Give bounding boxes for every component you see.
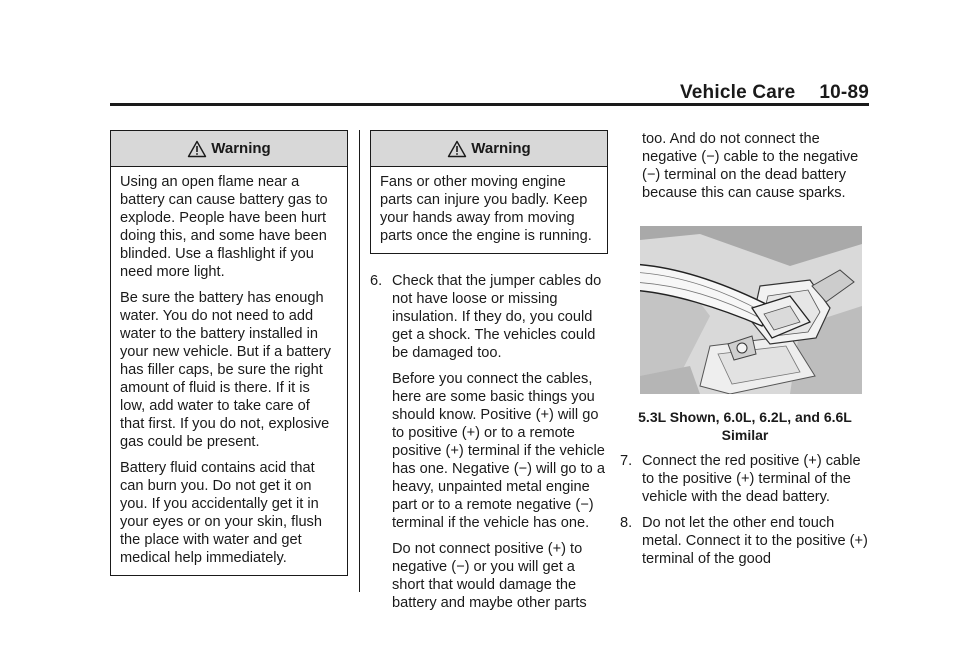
step-item <box>620 514 870 568</box>
warning-triangle-icon <box>447 140 467 158</box>
warning-body <box>111 167 347 575</box>
warning-paragraph: Fans or other moving engine parts can injure you badly. Keep your hands away from moving parts once the engine is running. <box>380 174 592 244</box>
step-item <box>370 272 608 362</box>
column-2 <box>370 130 608 620</box>
warning-paragraph: Using an open flame near a battery can cause battery gas to explode. People have been hurt doing this, and some have been blinded. Use a flashlight if you need more light. <box>120 174 328 280</box>
step-text: Connect the red positive (+) cable to the positive (+) terminal of the vehicle with the dead battery. <box>642 453 861 505</box>
step-text: Do not let the other end touch metal. Connect it to the positive (+) terminal of the good <box>642 515 868 567</box>
battery-terminal-illustration <box>640 226 862 394</box>
step-paragraph-continued: too. And do not connect the negative (−) cable to the negative (−) terminal on the dead battery because this can cause sparks. <box>642 131 859 201</box>
header-rule <box>110 103 869 106</box>
step-number: 7. <box>620 453 633 469</box>
warning-paragraph: Be sure the battery has enough water. You do not need to add water to the battery installed in your new vehicle. But if a battery has filler caps, be sure the right amount of fluid is there. If it is low, add water to take care of that first. If you do not, explosive gas could be present. <box>120 290 331 450</box>
page-header <box>110 82 869 104</box>
column-3 <box>620 130 870 576</box>
warning-paragraph: Battery fluid contains acid that can burn you. Do not get it on you. If you accidentally get it in your eyes or on your skin, flush the place with water and get medical help immediately. <box>120 460 322 566</box>
warning-triangle-icon <box>187 140 207 158</box>
warning-title: Warning <box>471 139 531 157</box>
step-number: 6. <box>370 273 383 289</box>
page-number: 10-89 <box>819 82 869 103</box>
warning-title: Warning <box>211 139 271 157</box>
warning-header <box>111 131 347 167</box>
step-paragraph: Before you connect the cables, here are some basic things you should know. Positive (+) will go to positive (+) or to a remote positive (+) terminal if the vehicle has one. Negative (−) will go to a heavy, unpainted metal engine part or to a remote negative (−) terminal if the vehicle has one. <box>392 371 605 531</box>
section-title: Vehicle Care <box>679 82 796 103</box>
step-item <box>620 452 870 506</box>
column-divider <box>359 130 360 592</box>
warning-body <box>371 167 607 253</box>
column-1 <box>110 130 348 576</box>
step-number: 8. <box>620 515 633 531</box>
battery-illustration <box>640 226 862 394</box>
step-text: Check that the jumper cables do not have loose or missing insulation. If they do, you could get a shock. The vehicles could be damaged too. <box>392 273 602 361</box>
figure-caption: 5.3L Shown, 6.0L, 6.2L, and 6.6L Similar <box>638 409 852 443</box>
warning-header <box>371 131 607 167</box>
warning-box-fans <box>370 130 608 254</box>
step-paragraph: Do not connect positive (+) to negative (−) or you will get a short that would damage the battery and maybe other parts <box>392 541 587 611</box>
steps-list <box>370 272 608 612</box>
warning-box-flame <box>110 130 348 576</box>
